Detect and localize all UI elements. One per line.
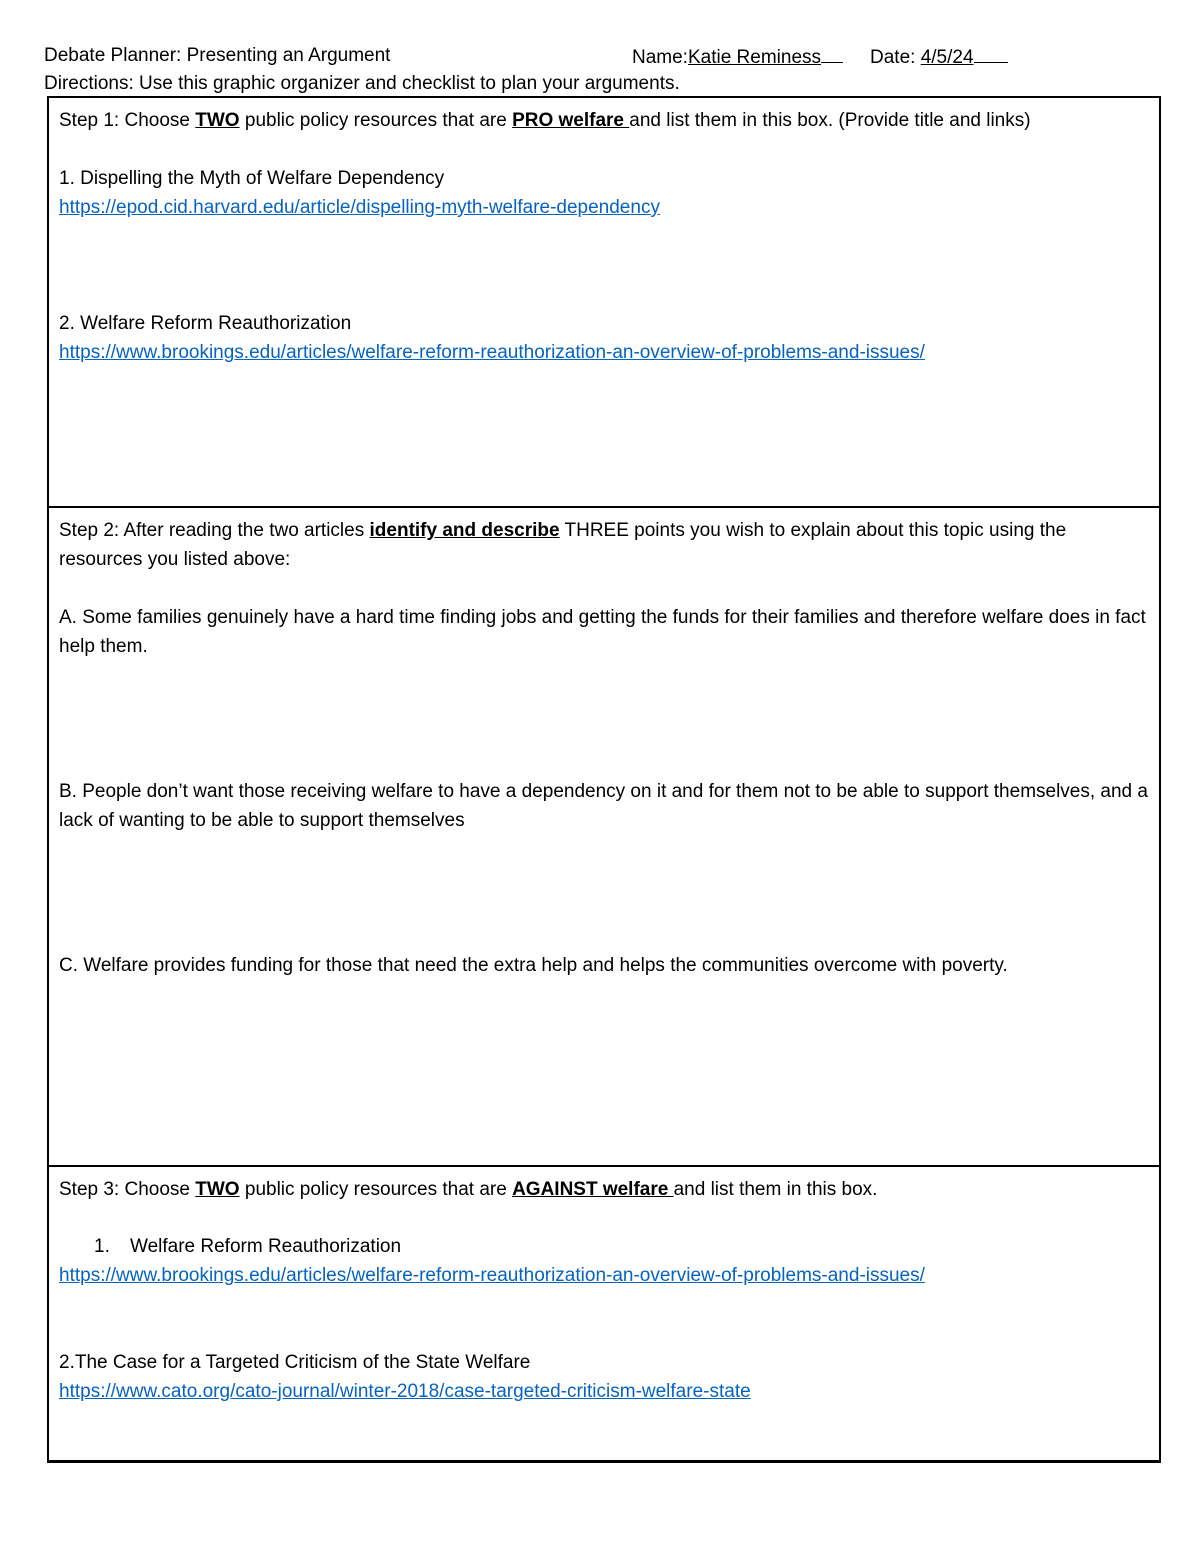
step2-point-c: C. Welfare provides funding for those that need the extra help and helps the communities overcome with poverty. <box>59 955 1008 976</box>
step2-box <box>47 506 1161 1167</box>
name-value: Katie Reminess <box>687 47 822 68</box>
step3-instructions: Step 3: Choose TWO public policy resources that are AGAINST welfare and list them in this box. <box>59 1179 878 1200</box>
step1-box <box>47 96 1161 508</box>
step1-item-link[interactable]: https://www.brookings.edu/articles/welfare-reform-reauthorization-an-overview-of-problems-and-issues/ <box>59 342 925 363</box>
step1-item-title: 1. Dispelling the Myth of Welfare Dependency <box>59 168 445 189</box>
directions: Directions: Use this graphic organizer and checklist to plan your arguments. <box>44 73 680 94</box>
step3-item-link[interactable]: https://www.brookings.edu/articles/welfare-reform-reauthorization-an-overview-of-problems-and-issues/ <box>59 1265 925 1286</box>
step2-instructions: Step 2: After reading the two articles identify and describe THREE points you wish to explain about this topic using the resources you listed above: <box>59 520 1067 570</box>
step2-point-a: A. Some families genuinely have a hard time finding jobs and getting the funds for their families and therefore welfare does in fact help them. <box>59 607 1146 657</box>
step3-box <box>47 1165 1161 1463</box>
step1-instructions: Step 1: Choose TWO public policy resources that are PRO welfare and list them in this box. (Provide title and links) <box>59 110 1031 131</box>
step1-item-link[interactable]: https://epod.cid.harvard.edu/article/dispelling-myth-welfare-dependency <box>59 197 660 218</box>
name-fill-line <box>821 44 843 63</box>
date-field <box>870 44 1008 70</box>
page-title: Debate Planner: Presenting an Argument <box>44 45 391 66</box>
step3-item-title: 2.The Case for a Targeted Criticism of the State Welfare <box>59 1352 531 1373</box>
date-label: Date: <box>870 47 916 68</box>
step2-point-b: B. People don’t want those receiving welfare to have a dependency on it and for them not to be able to support themselves, and a lack of wanting to be able to support themselves <box>59 781 1148 831</box>
date-value: 4/5/24 <box>920 47 974 68</box>
date-fill-line <box>974 44 1008 63</box>
name-field <box>632 44 843 70</box>
name-label: Name: <box>632 47 688 68</box>
step3-item-link[interactable]: https://www.cato.org/cato-journal/winter-2018/case-targeted-criticism-welfare-state <box>59 1381 751 1402</box>
step3-item-title: 1. Welfare Reform Reauthorization <box>94 1236 402 1257</box>
step1-item-title: 2. Welfare Reform Reauthorization <box>59 313 352 334</box>
